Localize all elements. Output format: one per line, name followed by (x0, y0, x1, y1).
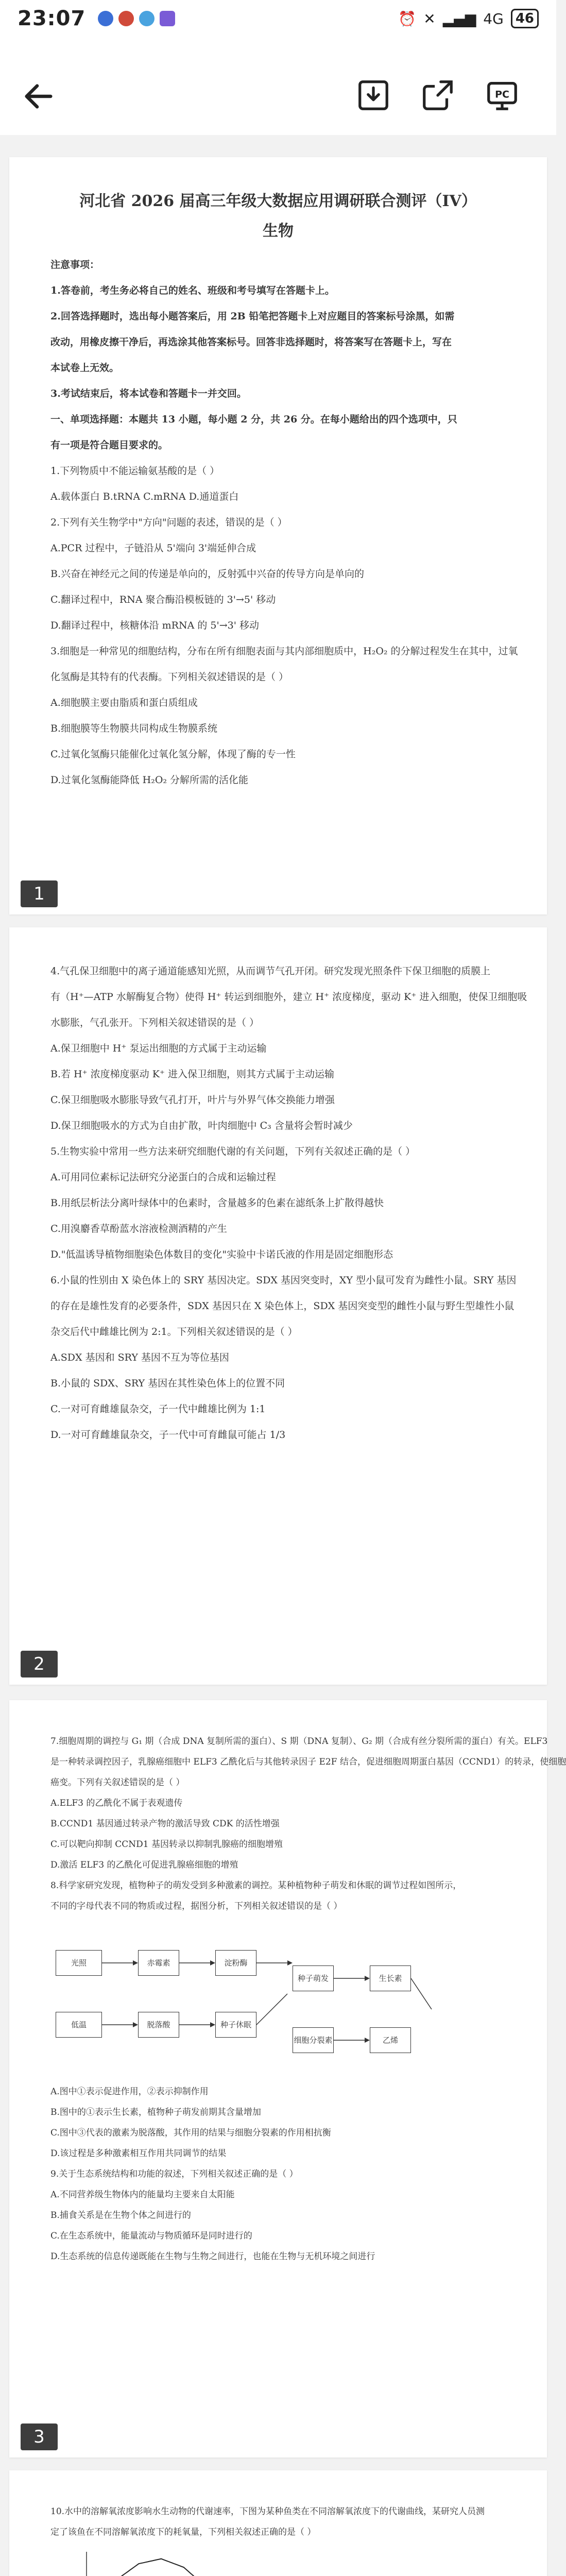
alarm-icon: ⏰ (398, 10, 417, 27)
open-on-pc-button[interactable] (484, 77, 520, 113)
text-line: B.图中的①表示生长素，植物种子萌发前期其含量增加 (50, 2107, 261, 2117)
text-line: 一、单项选择题：本题共 13 小题，每小题 2 分，共 26 分。在每小题给出的四个选项中，只 (50, 414, 457, 425)
document-page-4[interactable] (9, 2470, 547, 2576)
text-line: A.保卫细胞中 H⁺ 泵运出细胞的方式属于主动运输 (50, 1043, 267, 1054)
page-number-badge: 3 (21, 2424, 58, 2450)
diagram-node: 乙烯 (370, 2027, 411, 2053)
app-notification-icon (118, 11, 134, 26)
text-line: 5.生物实验中常用一些方法来研究细胞代谢的有关问题，下列有关叙述正确的是（ ） (50, 1146, 416, 1157)
text-line: B.用纸层析法分离叶绿体中的色素时，含量越多的色素在滤纸条上扩散得越快 (50, 1197, 384, 1209)
series-line (94, 2559, 228, 2576)
text-line: D.一对可育雌雄鼠杂交，子一代中可育雌鼠可能占 1/3 (50, 1429, 286, 1440)
text-line: D."低温诱导植物细胞染色体数目的变化"实验中卡诺氏液的作用是固定细胞形态 (50, 1249, 393, 1260)
document-page-2[interactable] (9, 927, 547, 1685)
text-line: C.在生态系统中，能量流动与物质循环是同时进行的 (50, 2231, 252, 2241)
share-button[interactable] (420, 77, 456, 113)
text-line: 不同的字母代表不同的物质或过程，据图分析，下列相关叙述错误的是（ ） (50, 1901, 342, 1911)
exam-subject: 生物 (263, 222, 294, 240)
app-notification-icon (160, 11, 175, 26)
page-4-content (50, 2501, 506, 2576)
battery-indicator: 46 (511, 9, 539, 28)
text-line: B.兴奋在神经元之间的传递是单向的，反射弧中兴奋的传导方向是单向的 (50, 568, 365, 580)
page-1-content (50, 188, 518, 793)
text-line: 的存在是雄性发育的必要条件，SDX 基因只在 X 染色体上，SDX 基因突变型的雌性小鼠与野生型雄性小鼠 (50, 1300, 514, 1312)
diagram-node: 细胞分裂素 (293, 2027, 334, 2053)
text-line: D.翻译过程中，核糖体沿 mRNA 的 5'→3' 移动 (50, 620, 259, 631)
app-notification-icon (98, 11, 113, 26)
chart-svg (71, 2547, 241, 2576)
text-line: 3.考试结束后，将本试卷和答题卡一并交回。 (50, 388, 247, 399)
document-page-3[interactable] (9, 1700, 566, 2458)
text-line: B.捕食关系是在生物个体之间进行的 (50, 2210, 191, 2221)
status-bar (0, 0, 556, 37)
page-number-badge: 2 (21, 1651, 58, 1677)
text-line: D.生态系统的信息传递既能在生物与生物之间进行，也能在生物与无机环境之间进行 (50, 2251, 375, 2262)
text-line: 有（H⁺—ATP 水解酶复合物）使得 H⁺ 转运到细胞外，建立 H⁺ 浓度梯度，驱动 K⁺ 进入细胞，使保卫细胞吸 (50, 991, 527, 1003)
text-line: 改动，用橡皮擦干净后，再选涂其他答案标号。回答非选择题时，将答案写在答题卡上，写在 (50, 336, 452, 348)
text-line: A.PCR 过程中，子链沿从 5'端向 3'端延伸合成 (50, 543, 256, 554)
text-line: A.载体蛋白 B.tRNA C.mRNA D.通道蛋白 (50, 491, 239, 502)
download-icon (355, 77, 391, 113)
text-line: A.SDX 基因和 SRY 基因不互为等位基因 (50, 1352, 229, 1363)
network-type: 4G (483, 10, 504, 27)
back-button[interactable] (21, 78, 57, 114)
text-line: 水膨胀，气孔张开。下列相关叙述错误的是（ ） (50, 1017, 260, 1028)
page-3-content (50, 1731, 566, 2267)
hormone-regulation-diagram (50, 1922, 452, 2076)
diagram-node: 赤霉素 (138, 1950, 179, 1976)
text-line: 2.下列有关生物学中"方向"问题的表述，错误的是（ ） (50, 517, 287, 528)
text-line: D.过氧化氢酶能降低 H₂O₂ 分解所需的活化能 (50, 774, 249, 786)
diagram-node: 淀粉酶 (215, 1950, 256, 1976)
text-line: 7.细胞周期的调控与 G₁ 期（合成 DNA 复制所需的蛋白）、S 期（DNA 复制）、G₂ 期（合成有丝分裂所需的蛋白）有关。ELF3 (50, 1736, 548, 1747)
text-line: C.一对可育雌雄鼠杂交，子一代中雌雄比例为 1:1 (50, 1403, 266, 1415)
text-line: B.细胞膜等生物膜共同构成生物膜系统 (50, 723, 218, 734)
signal-icon: ▂▄▆ (442, 10, 476, 27)
text-line: D.激活 ELF3 的乙酰化可促进乳腺癌细胞的增殖 (50, 1860, 238, 1870)
text-line: A.ELF3 的乙酰化不属于表观遗传 (50, 1798, 183, 1808)
text-line: 1.下列物质中不能运输氨基酸的是（ ） (50, 465, 220, 477)
exam-title: 河北省 2026 届高三年级大数据应用调研联合测评（IV） (79, 192, 477, 210)
text-line: 8.科学家研究发现，植物种子的萌发受到多种激素的调控。某种植物种子萌发和休眠的调节过程如图所示， (50, 1880, 462, 1891)
status-notification-icons (98, 11, 175, 26)
text-line: B.若 H⁺ 浓度梯度驱动 K⁺ 进入保卫细胞，则其方式属于主动运输 (50, 1069, 334, 1080)
text-line: A.细胞膜主要由脂质和蛋白质组成 (50, 697, 198, 708)
oxygen-metabolism-chart (71, 2547, 241, 2576)
text-line: 癌变。下列有关叙述错误的是（ ） (50, 1777, 185, 1788)
text-line: B.小鼠的 SDX、SRY 基因在其性染色体上的位置不同 (50, 1378, 285, 1389)
share-icon (420, 77, 456, 113)
status-time: 23:07 (18, 7, 86, 30)
text-line: 2.回答选择题时，选出每小题答案后，用 2B 铅笔把答题卡上对应题目的答案标号涂黑，如需 (50, 311, 455, 322)
text-line: C.保卫细胞吸水膨胀导致气孔打开，叶片与外界气体交换能力增强 (50, 1094, 335, 1106)
text-line: 1.答卷前，考生务必将自己的姓名、班级和考号填写在答题卡上。 (50, 285, 335, 296)
text-line: 9.关于生态系统结构和功能的叙述，下列相关叙述正确的是（ ） (50, 2169, 298, 2179)
text-line: A.可用同位素标记法研究分泌蛋白的合成和运输过程 (50, 1172, 276, 1183)
diagram-node: 低温 (56, 2012, 102, 2038)
diagram-node: 脱落酸 (138, 2012, 179, 2038)
text-line: B.CCND1 基因通过转录产物的激活导致 CDK 的活性增强 (50, 1819, 280, 1829)
page-2-content (50, 958, 527, 1448)
diagram-node: 种子休眠 (215, 2012, 256, 2038)
mute-icon: ✕ (423, 10, 436, 27)
text-line: A.图中①表示促进作用，②表示抑制作用 (50, 2087, 209, 2097)
text-line: C.图中③代表的激素为脱落酸，其作用的结果与细胞分裂素的作用相抗衡 (50, 2128, 331, 2138)
diagram-arrows (50, 1922, 452, 2076)
status-right (398, 9, 539, 28)
text-line: 有一项是符合题目要求的。 (50, 439, 168, 451)
diagram-node: 光照 (56, 1950, 102, 1976)
download-button[interactable] (355, 77, 391, 113)
app-bar (0, 37, 556, 135)
text-line: 定了该鱼在不同溶解氧浓度下的耗氧量，下列相关叙述正确的是（ ） (50, 2527, 316, 2537)
text-line: C.翻译过程中，RNA 聚合酶沿模板链的 3'→5' 移动 (50, 594, 276, 605)
open-on-pc-icon (484, 77, 520, 113)
text-line: 杂交后代中雌雄比例为 2:1。下列相关叙述错误的是（ ） (50, 1326, 298, 1337)
page-number-badge: 1 (21, 880, 58, 907)
arrow-left-icon (21, 78, 57, 114)
text-line: C.用溴麝香草酚蓝水溶液检测酒精的产生 (50, 1223, 227, 1234)
text-line: 注意事项： (50, 259, 100, 270)
text-line: D.该过程是多种激素相互作用共同调节的结果 (50, 2148, 227, 2159)
text-line: 本试卷上无效。 (50, 362, 119, 374)
pc-label: PC (495, 89, 509, 100)
text-line: A.不同营养级生物体内的能量均主要来自太阳能 (50, 2190, 235, 2200)
text-line: C.过氧化氢酶只能催化过氧化氢分解，体现了酶的专一性 (50, 749, 296, 760)
text-line: 化氢酶是其特有的代表酶。下列相关叙述错误的是（ ） (50, 671, 289, 683)
text-line: 10.水中的溶解氧浓度影响水生动物的代谢速率，下图为某种鱼类在不同溶解氧浓度下的代谢曲线，某研究人员测 (50, 2506, 485, 2517)
text-line: D.保卫细胞吸水的方式为自由扩散，叶肉细胞中 C₃ 含量将会暂时减少 (50, 1120, 353, 1131)
text-line: C.可以靶向抑制 CCND1 基因转录以抑制乳腺癌的细胞增殖 (50, 1839, 283, 1850)
document-page-1[interactable] (9, 157, 547, 914)
text-line: 4.气孔保卫细胞中的离子通道能感知光照，从而调节气孔开闭。研究发现光照条件下保卫细胞的质膜上 (50, 965, 491, 977)
diagram-node: 种子萌发 (293, 1965, 334, 1991)
text-line: 6.小鼠的性别由 X 染色体上的 SRY 基因决定。SDX 基因突变时，XY 型小鼠可发育为雌性小鼠。SRY 基因 (50, 1275, 517, 1286)
diagram-node: 生长素 (370, 1965, 411, 1991)
text-line: 是一种转录调控因子，乳腺癌细胞中 ELF3 乙酰化后与其他转录因子 E2F 结合，促进细胞周期蛋白基因（CCND1）的转录，使细胞 (50, 1757, 566, 1767)
text-line: 3.细胞是一种常见的细胞结构，分布在所有细胞表面与其内部细胞质中，H₂O₂ 的分解过程发生在其中，过氧 (50, 646, 518, 657)
app-notification-icon (139, 11, 155, 26)
